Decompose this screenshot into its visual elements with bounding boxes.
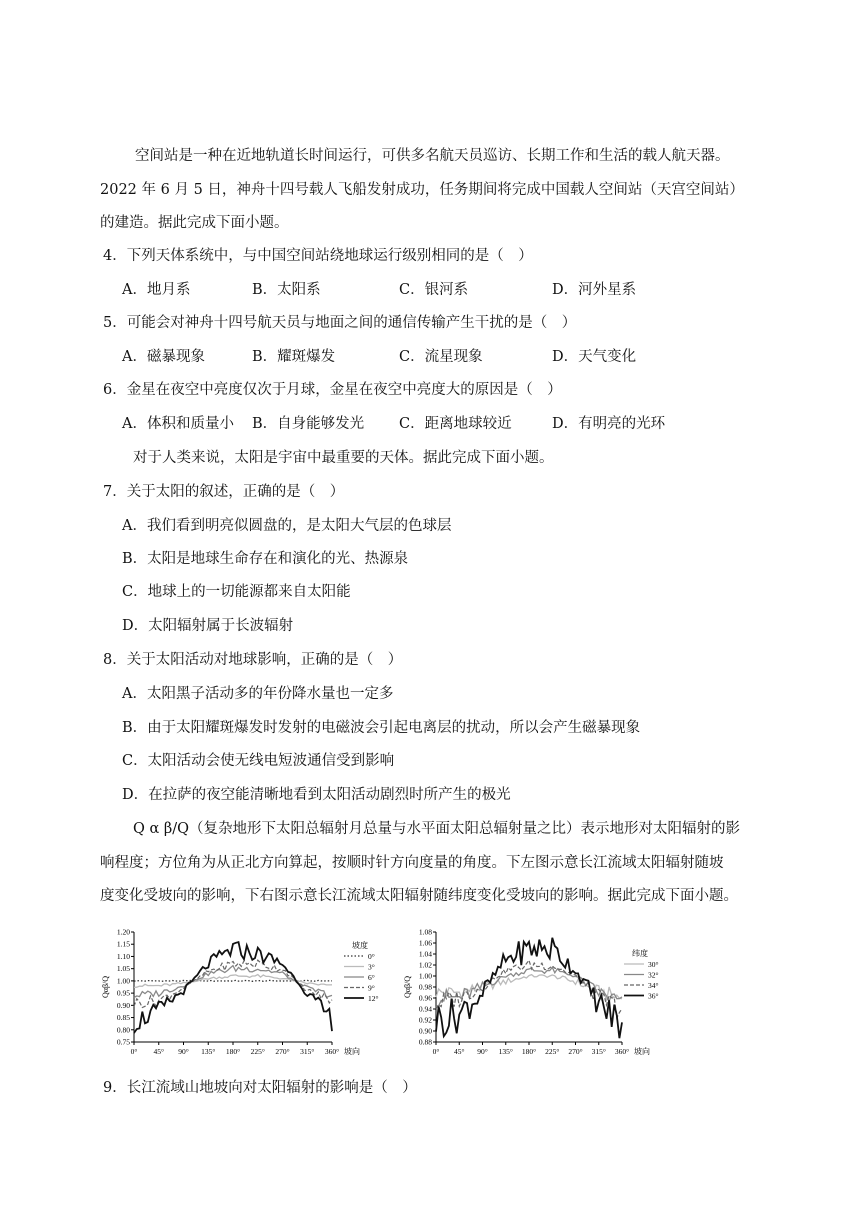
option-b[interactable]: B．太阳系 [252,282,321,298]
x-tick-label: 315° [591,1047,606,1056]
left-chart [100,922,400,1062]
option-a[interactable]: A．磁暴现象 [122,349,205,365]
q8-option-a[interactable]: A．太阳黑子活动多的年份降水量也一定多 [122,686,394,702]
y-tick-label: 1.10 [116,951,130,961]
passage1-line2: 2022 年 6 月 5 日，神舟十四号载人飞船发射成功，任务期间将完成中国载人空间站（天宫空间站） [100,182,744,198]
q8-option-b[interactable]: B．由于太阳耀斑爆发时发射的电磁波会引起电离层的扰动，所以会产生磁暴现象 [122,720,641,736]
y-axis-label: Qαβ/Q [101,975,110,999]
option-b[interactable]: B．耀斑爆发 [252,349,336,365]
legend-label: 36° [648,991,659,1001]
passage3-line3: 度变化受坡向的影响，下右图示意长江流域太阳辐射随纬度变化受坡向的影响。据此完成下面小题。 [100,888,738,904]
option-d[interactable]: D．河外星系 [552,282,637,298]
y-tick-label: 0.96 [418,993,432,1003]
passage1-line1: 空间站是一种在近地轨道长时间运行，可供多名航天员巡访、长期工作和生活的载人航天器。 [135,148,730,164]
y-tick-label: 0.85 [116,1013,130,1023]
question-6-stem: 6．金星在夜空中亮度仅次于月球，金星在夜空中亮度大的原因是（ ） [103,382,562,398]
y-tick-label: 0.88 [418,1037,432,1047]
legend-label: 30° [648,960,659,969]
option-d[interactable]: D．有明亮的光环 [552,416,666,432]
x-tick-label: 180° [521,1047,537,1056]
y-tick-label: 0.98 [418,982,432,992]
x-tick-label: 90° [178,1047,189,1056]
question-7-stem: 7．关于太阳的叙述，正确的是（ ） [103,484,345,500]
passage2: 对于人类来说，太阳是宇宙中最重要的天体。据此完成下面小题。 [133,450,554,466]
legend-label: 32° [648,970,659,980]
q8-option-c[interactable]: C．太阳活动会使无线电短波通信受到影响 [122,753,395,769]
x-tick-label: 45° [153,1047,164,1056]
y-tick-label: 1.20 [116,927,130,937]
y-tick-label: 1.15 [116,939,130,949]
y-tick-label: 1.08 [418,927,432,937]
passage1-line3: 的建造。据此完成下面小题。 [100,215,289,231]
passage3-line2: 响程度；方位角为从正北方向算起，按顺时针方向度量的角度。下左图示意长江流域太阳辐射随坡 [100,855,724,871]
legend-title: 纬度 [632,949,648,958]
x-tick-label: 135° [201,1047,216,1056]
y-tick-label: 0.95 [116,988,130,998]
option-a[interactable]: A．地月系 [122,282,191,298]
y-tick-label: 0.80 [116,1025,130,1035]
x-tick-label: 0° [130,1047,138,1056]
x-tick-label: 0° [432,1047,440,1056]
x-tick-label: 45° [454,1047,465,1056]
y-tick-label: 1.02 [418,960,432,970]
q7-option-b[interactable]: B．太阳是地球生命存在和演化的光、热源泉 [122,551,409,567]
series-line-12° [134,942,332,1033]
y-tick-label: 1.00 [116,976,130,986]
y-tick-label: 1.05 [116,964,130,974]
y-tick-label: 0.92 [418,1015,432,1025]
x-axis-label: 坡向 [344,1047,360,1056]
y-axis-label: Qαβ/Q [403,975,412,999]
y-tick-label: 0.90 [116,1000,130,1010]
option-c[interactable]: C．银河系 [399,282,469,298]
x-tick-label: 360° [324,1047,340,1056]
legend-label: 34° [648,981,659,990]
option-b[interactable]: B．自身能够发光 [252,416,365,432]
x-axis-label: 坡向 [634,1047,650,1056]
legend-label: 3° [368,962,375,972]
q7-option-c[interactable]: C．地球上的一切能源都来自太阳能 [122,584,351,600]
option-a[interactable]: A．体积和质量小 [122,416,234,432]
y-tick-label: 0.90 [418,1026,432,1036]
question-4-stem: 4．下列天体系统中，与中国空间站绕地球运行级别相同的是（ ） [103,248,533,264]
legend-title: 坡度 [352,941,368,950]
legend-label: 12° [368,994,379,1003]
question-9-stem: 9．长江流域山地坡向对太阳辐射的影响是（ ） [103,1080,417,1096]
option-d[interactable]: D．天气变化 [552,349,637,365]
option-c[interactable]: C．流星现象 [399,349,483,365]
x-tick-label: 270° [568,1047,583,1056]
right-chart [388,922,688,1062]
legend-label: 0° [368,952,375,961]
x-tick-label: 315° [300,1047,315,1056]
y-tick-label: 0.75 [116,1037,130,1047]
q7-option-a[interactable]: A．我们看到明亮似圆盘的，是太阳大气层的色球层 [122,518,452,534]
passage3-line1: Q α β/Q（复杂地形下太阳总辐射月总量与水平面太阳总辐射量之比）表示地形对太阳辐射的影 [133,821,741,837]
question-8-stem: 8．关于太阳活动对地球影响，正确的是（ ） [103,652,403,668]
y-tick-label: 1.04 [418,949,432,959]
option-c[interactable]: C．距离地球较近 [399,416,512,432]
x-tick-label: 225° [545,1047,560,1056]
q8-option-d[interactable]: D．在拉萨的夜空能清晰地看到太阳活动剧烈时所产生的极光 [122,787,511,803]
y-tick-label: 0.94 [418,1004,432,1014]
x-tick-label: 360° [614,1047,630,1056]
question-5-stem: 5．可能会对神舟十四号航天员与地面之间的通信传输产生干扰的是（ ） [103,315,577,331]
y-tick-label: 1.06 [418,938,432,948]
x-tick-label: 90° [477,1047,488,1056]
x-tick-label: 135° [498,1047,513,1056]
x-tick-label: 225° [250,1047,265,1056]
x-tick-label: 180° [225,1047,241,1056]
x-tick-label: 270° [275,1047,290,1056]
y-tick-label: 1.00 [418,971,432,981]
legend-label: 6° [368,973,375,982]
legend-label: 9° [368,983,375,993]
q7-option-d[interactable]: D．太阳辐射属于长波辐射 [122,618,294,634]
